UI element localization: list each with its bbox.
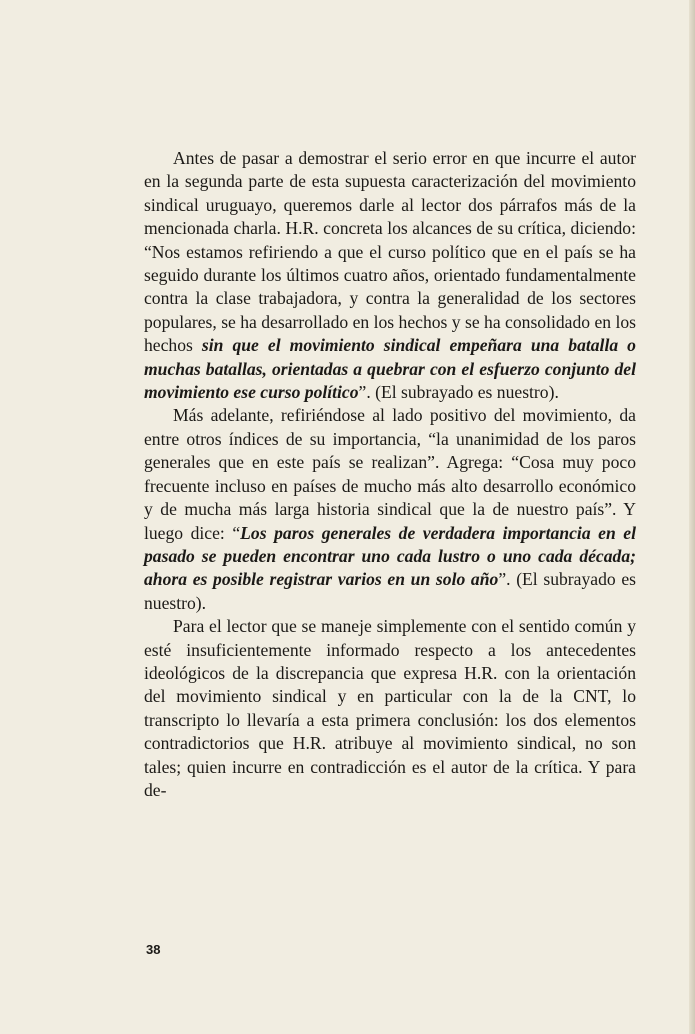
paragraph-1 bbox=[144, 147, 636, 404]
paragraph-2-emphasis: Los paros generales de verdadera importancia en el pasado se pueden encontrar uno cada lustro o uno cada década; ahora es posible registrar varios en un solo año bbox=[144, 522, 636, 590]
body-text bbox=[144, 147, 636, 802]
paragraph-3-text-1: Para el lector que se maneje simplemente con el sentido común y esté insuficientemente informado respecto a los antecedentes ideológicos de la discrepancia que expresa H.R. con la orientación del movimiento sindical y en particular con la de la CNT, lo transcripto lo llevaría a esta primera conclusión: los dos elementos contradictorios que H.R. atribuye al movimiento sindical, no son tales; quien incurre en contradicción es el autor de la crítica. Y para de- bbox=[144, 616, 636, 800]
paragraph-2-text-2: ”. (El subrayado es nuestro). bbox=[144, 569, 636, 613]
page-number: 38 bbox=[146, 942, 161, 957]
paragraph-2-text-1: Más adelante, refiriéndose al lado positivo del movimiento, da entre otros índices de su importancia, “la unanimidad de los paros generales que en este país se realizan”. Agrega: “Cosa muy poco frecuente incluso en países de mucho más alto desarrollo económico y de mucha más larga historia sindical que la de nuestro país”. Y luego dice: “ bbox=[144, 405, 636, 543]
paragraph-1-emphasis: sin que el movimiento sindical empeñara una batalla o muchas batallas, orientadas a quebrar con el esfuerzo conjunto del movimiento ese curso político bbox=[144, 335, 636, 403]
page-edge bbox=[689, 0, 695, 1034]
paragraph-1-text-1: Antes de pasar a demostrar el serio error en que incurre el autor en la segunda parte de esta supuesta caracterización del movimiento sindical uruguayo, queremos darle al lector dos párrafos más de la mencionada charla. H.R. concreta los alcances de su crítica, diciendo: “Nos estamos refiriendo a que el curso político que en el país se ha seguido durante los últimos cuatro años, orientado fundamentalmente contra la clase trabajadora, y contra la generalidad de los sectores populares, se ha desarrollado en los hechos y se ha consolidado en los hechos bbox=[144, 148, 637, 356]
paragraph-2 bbox=[144, 404, 636, 615]
paragraph-3 bbox=[144, 615, 636, 802]
paragraph-1-text-2: ”. (El subrayado es nuestro). bbox=[358, 382, 559, 403]
